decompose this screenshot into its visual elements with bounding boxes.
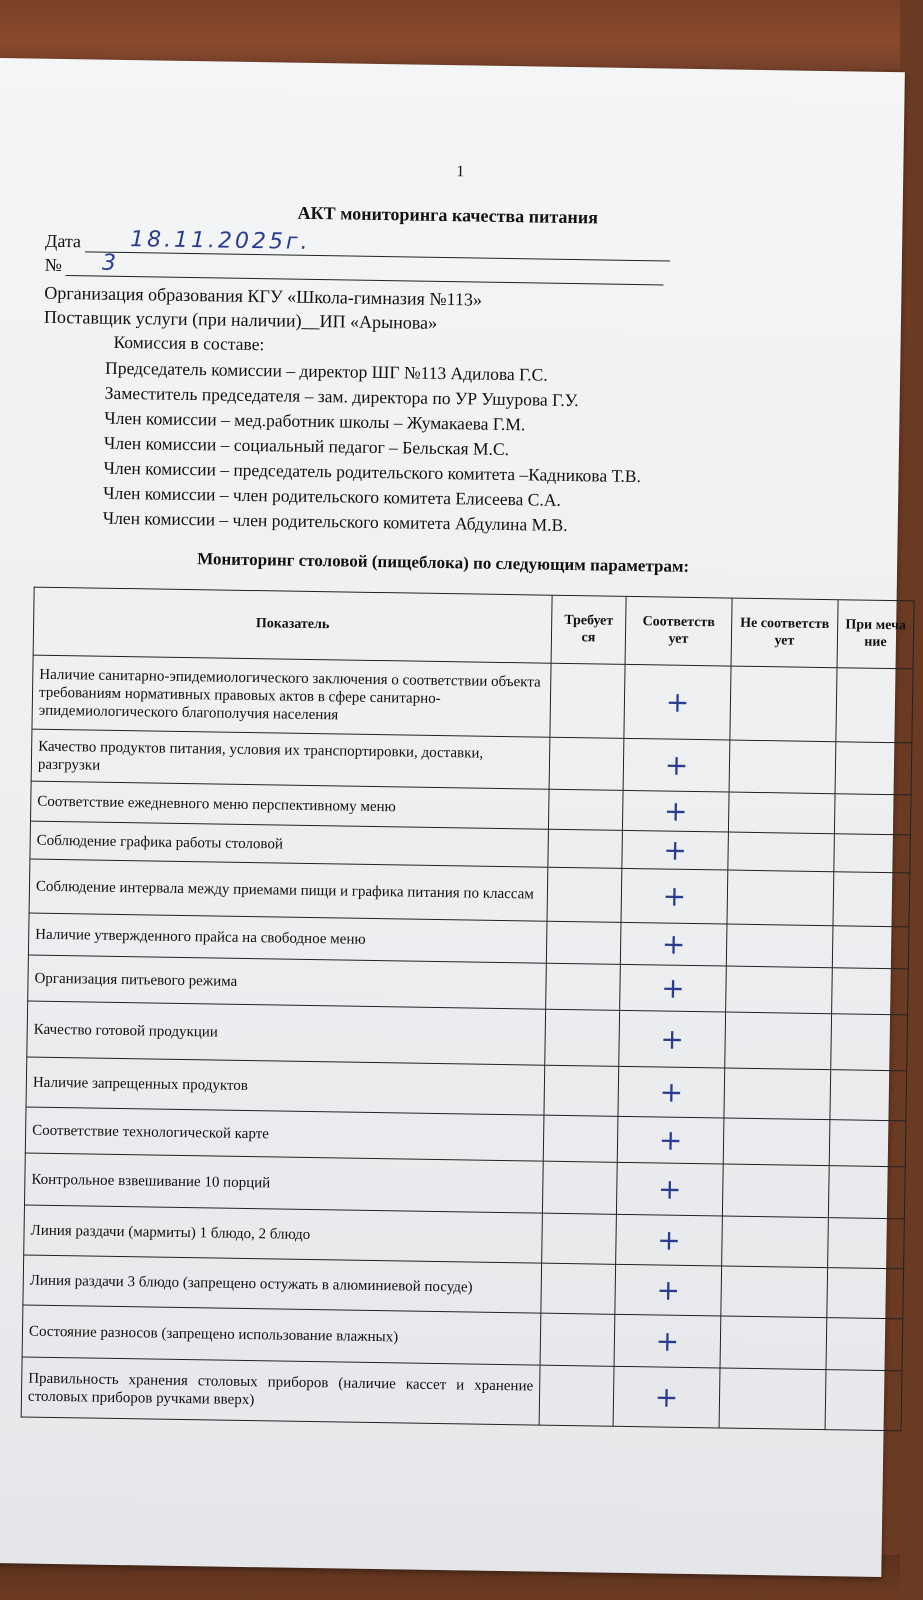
- note-cell: [832, 968, 909, 1015]
- required-cell: [541, 1263, 616, 1314]
- supplier-line: Поставщик услуги (при наличии)__ИП «Арынова»: [43, 306, 438, 333]
- compliant-cell: [615, 1264, 722, 1316]
- number-value: 3: [101, 250, 120, 276]
- indicator-cell: Соответствие ежедневного меню перспективному меню: [31, 781, 550, 829]
- required-cell: [545, 1009, 620, 1066]
- table-row: [32, 655, 913, 743]
- compliant-cell: [613, 1366, 720, 1428]
- note-cell: [828, 1218, 905, 1269]
- required-cell: [550, 663, 625, 738]
- noncompliant-cell: [727, 870, 834, 926]
- indicator-cell: Соблюдение графика работы столовой: [30, 821, 549, 867]
- note-cell: [828, 1166, 905, 1219]
- noncompliant-cell: [723, 1118, 830, 1166]
- indicator-cell: Организация питьевого режима: [28, 955, 547, 1009]
- handwritten-plus-mark: +: [655, 1323, 680, 1358]
- noncompliant-cell: [724, 1068, 831, 1120]
- note-cell: [835, 742, 912, 795]
- indicator-cell: Состояние разносов (запрещено использование влажных): [22, 1305, 541, 1365]
- handwritten-plus-mark: +: [663, 833, 688, 867]
- monitoring-title: Мониторинг столовой (пищеблока) по следующим параметрам:: [197, 549, 690, 576]
- compliant-cell: [621, 868, 728, 924]
- handwritten-plus-mark: +: [658, 1122, 683, 1157]
- required-cell: [548, 829, 623, 868]
- indicator-cell: Качество готовой продукции: [27, 1001, 546, 1065]
- note-cell: [834, 794, 911, 835]
- note-cell: [834, 834, 911, 873]
- indicator-cell: Соответствие технологической карте: [25, 1107, 544, 1161]
- indicator-cell: Правильность хранения столовых приборов (наличие кассет и хранение столовых приборов ручками вверх): [21, 1357, 540, 1425]
- handwritten-plus-mark: +: [661, 927, 686, 961]
- note-cell: [831, 1014, 908, 1071]
- compliant-cell: [624, 664, 731, 740]
- note-cell: [832, 926, 909, 969]
- required-cell: [544, 1065, 619, 1116]
- noncompliant-cell: [726, 966, 833, 1014]
- note-cell: [826, 1318, 903, 1371]
- compliant-cell: [622, 790, 729, 832]
- document-title: АКТ мониторинга качества питания: [297, 202, 599, 228]
- handwritten-plus-mark: +: [664, 748, 689, 782]
- required-cell: [548, 789, 623, 830]
- indicator-cell: Качество продуктов питания, условия их транспортировки, доставки, разгрузки: [31, 729, 550, 789]
- required-cell: [542, 1161, 617, 1214]
- handwritten-plus-mark: +: [662, 879, 687, 913]
- compliant-cell: [616, 1214, 723, 1266]
- required-cell: [543, 1115, 618, 1162]
- noncompliant-cell: [726, 924, 833, 968]
- compliant-cell: [623, 738, 730, 792]
- note-cell: [825, 1370, 902, 1431]
- note-cell: [827, 1268, 904, 1319]
- compliant-cell: [616, 1162, 723, 1216]
- header-note: При меча ние: [837, 600, 914, 669]
- indicator-cell: Контрольное взвешивание 10 порций: [24, 1153, 543, 1213]
- header-indicator: Показатель: [33, 587, 552, 663]
- note-cell: [829, 1120, 906, 1167]
- commission-member: Член комиссии – социальный педагог – Бельская М.С.: [103, 432, 510, 460]
- handwritten-plus-mark: +: [656, 1272, 681, 1307]
- required-cell: [549, 737, 624, 790]
- header-required: Требует ся: [551, 595, 626, 664]
- header-noncompliant: Не соответств ует: [731, 598, 838, 668]
- date-label: Дата: [44, 230, 82, 252]
- handwritten-plus-mark: +: [665, 685, 690, 719]
- commission-member: Член комиссии – председатель родительского комитета –Кадникова Т.В.: [103, 457, 642, 487]
- noncompliant-cell: [728, 792, 835, 834]
- compliant-cell: [614, 1314, 721, 1368]
- noncompliant-cell: [720, 1316, 827, 1370]
- compliant-cell: [618, 1066, 725, 1118]
- required-cell: [539, 1365, 614, 1426]
- number-label: №: [44, 254, 63, 275]
- handwritten-plus-mark: +: [663, 794, 688, 828]
- compliant-cell: [620, 964, 727, 1012]
- indicator-cell: Наличие санитарно-эпидемиологического заключения о соответствии объекта требованиям нормативных правовых актов в сфере санитарно-эпидемиологического благополучия населения: [32, 655, 551, 737]
- indicator-cell: Наличие запрещенных продуктов: [26, 1057, 545, 1115]
- indicator-cell: Наличие утвержденного прайса на свободное меню: [28, 913, 547, 963]
- indicator-cell: Соблюдение интервала между приемами пищи и графика питания по классам: [29, 859, 548, 921]
- date-value: 18.11.2025г.: [129, 227, 311, 255]
- noncompliant-cell: [722, 1216, 829, 1268]
- noncompliant-cell: [722, 1164, 829, 1218]
- note-cell: [833, 872, 910, 927]
- noncompliant-cell: [728, 832, 835, 872]
- commission-member: Член комиссии – член родительского комитета Абдулина М.В.: [102, 507, 568, 535]
- commission-heading: Комиссия в составе:: [113, 331, 265, 355]
- required-cell: [540, 1313, 615, 1366]
- noncompliant-cell: [729, 740, 836, 794]
- indicator-cell: Линия раздачи 3 блюдо (запрещено остужать в алюминиевой посуде): [23, 1255, 542, 1313]
- compliant-cell: [617, 1116, 724, 1164]
- compliant-cell: [622, 830, 729, 870]
- organization-line: Организация образования КГУ «Школа-гимназия №113»: [44, 282, 483, 310]
- handwritten-plus-mark: +: [657, 1222, 682, 1257]
- note-cell: [836, 668, 913, 743]
- commission-member: Член комиссии – мед.работник школы – Жумакаева Г.М.: [104, 407, 526, 435]
- indicator-cell: Линия раздачи (мармиты) 1 блюдо, 2 блюдо: [24, 1205, 543, 1263]
- noncompliant-cell: [725, 1012, 832, 1070]
- noncompliant-cell: [730, 666, 837, 742]
- required-cell: [547, 867, 622, 922]
- required-cell: [546, 921, 621, 964]
- note-cell: [830, 1070, 907, 1121]
- required-cell: [546, 963, 621, 1010]
- required-cell: [542, 1213, 617, 1264]
- handwritten-plus-mark: +: [659, 1074, 684, 1109]
- page-number: 1: [456, 163, 465, 181]
- commission-member: Заместитель председателя – зам. директора по УР Ушурова Г.У.: [104, 382, 579, 411]
- handwritten-plus-mark: +: [660, 1021, 685, 1056]
- document-page: [0, 58, 905, 1577]
- compliant-cell: [619, 1010, 726, 1068]
- commission-member: Член комиссии – член родительского комитета Елисеева С.А.: [103, 482, 562, 510]
- compliant-cell: [620, 922, 727, 966]
- header-compliant: Соответств ует: [625, 596, 732, 666]
- noncompliant-cell: [721, 1266, 828, 1318]
- handwritten-plus-mark: +: [657, 1171, 682, 1206]
- commission-member: Председатель комиссии – директор ШГ №113 Адилова Г.С.: [104, 357, 548, 385]
- handwritten-plus-mark: +: [654, 1379, 679, 1414]
- table-row: [21, 1357, 902, 1431]
- noncompliant-cell: [719, 1368, 826, 1430]
- handwritten-plus-mark: +: [660, 971, 685, 1005]
- monitoring-table: [21, 587, 915, 1432]
